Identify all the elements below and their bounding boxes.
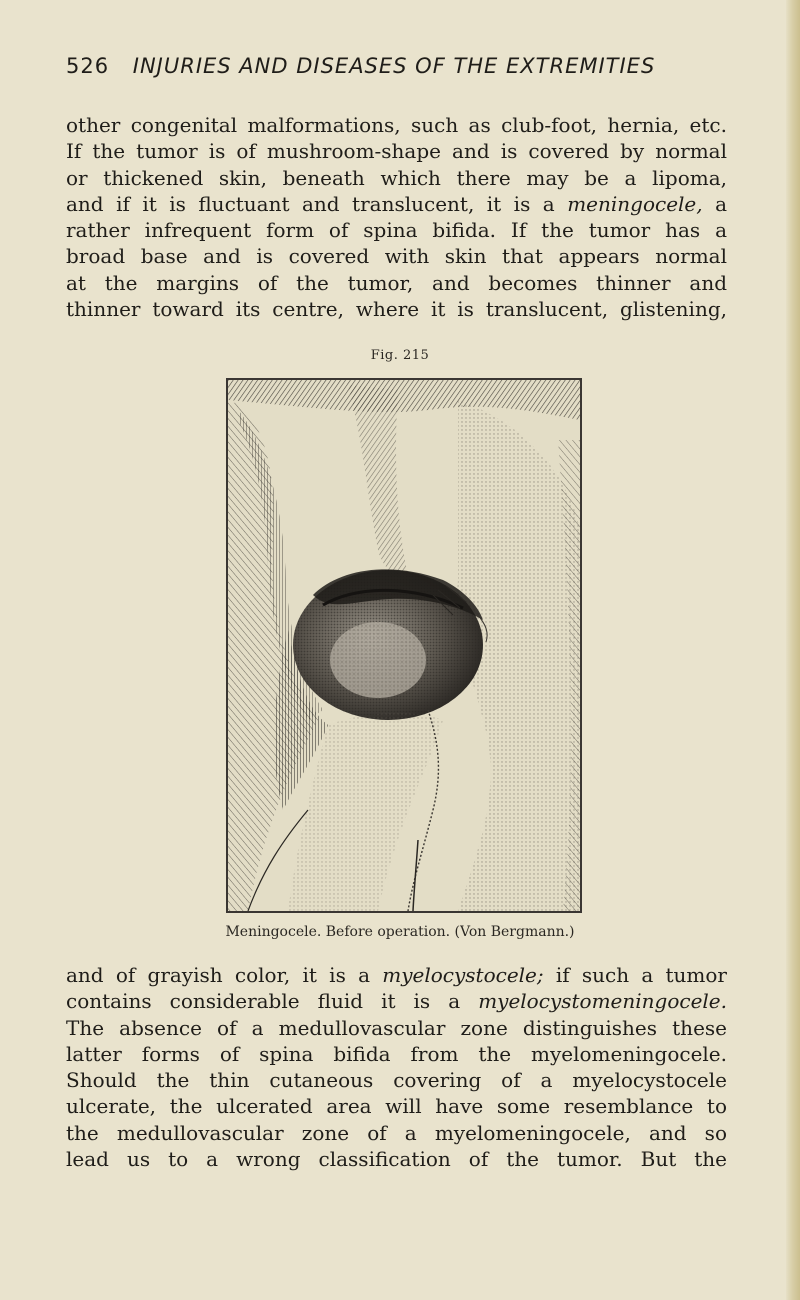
figure-illustration <box>226 378 582 913</box>
text-line: latter forms of spina bifida from the myelomeningocele. <box>66 1041 727 1066</box>
text-line: thinner toward its centre, where it is translucent, glistening, <box>66 297 727 322</box>
text-line: lead us to a wrong classification of the tumor. But the <box>66 1147 727 1172</box>
text-line: the medullovascular zone of a myelomeningocele, and so <box>66 1120 727 1145</box>
page-number: 526 <box>66 54 110 78</box>
running-title: INJURIES AND DISEASES OF THE EXTREMITIES <box>132 54 656 78</box>
text-line: other congenital malformations, such as club-foot, hernia, etc. <box>66 113 727 137</box>
figure-label: Fig. 215 <box>370 348 430 363</box>
text-line: or thickened skin, beneath which there may be a lipoma, <box>66 165 727 190</box>
figure-caption: Meningocele. Before operation. (Von Bergmann.) <box>225 924 575 940</box>
running-header <box>66 54 726 78</box>
text-segment: and if it is fluctuant and translucent, it is a <box>66 191 568 216</box>
paragraph-bottom <box>66 962 727 1172</box>
page-edge-shadow <box>786 0 800 1300</box>
paragraph-top <box>66 112 727 322</box>
text-line: broad base and is covered with skin that appears normal <box>66 244 727 269</box>
text-segment: and of grayish color, it is a <box>66 963 383 987</box>
text-line <box>66 191 727 217</box>
text-line: at the margins of the tumor, and becomes thinner and <box>66 270 727 295</box>
text-line <box>66 962 727 988</box>
text-line: ulcerate, the ulcerated area will have some resemblance to <box>66 1094 727 1119</box>
engraving-image <box>228 380 580 911</box>
text-line: rather infrequent form of spina bifida. If the tumor has a <box>66 218 727 243</box>
text-line: Should the thin cutaneous covering of a myelocystocele <box>66 1068 727 1093</box>
text-segment: contains considerable fluid it is a <box>66 989 479 1014</box>
text-line: The absence of a medullovascular zone distinguishes these <box>66 1015 727 1040</box>
text-segment: if such a tumor <box>543 963 727 987</box>
term-myelocystomeningocele: myelocystomeningocele. <box>478 989 727 1014</box>
text-segment: a <box>702 191 728 216</box>
term-myelocystocele: myelocystocele; <box>382 963 544 987</box>
term-meningocele: meningocele, <box>567 191 703 216</box>
text-line: If the tumor is of mushroom-shape and is covered by normal <box>66 139 727 164</box>
text-line <box>66 988 727 1014</box>
